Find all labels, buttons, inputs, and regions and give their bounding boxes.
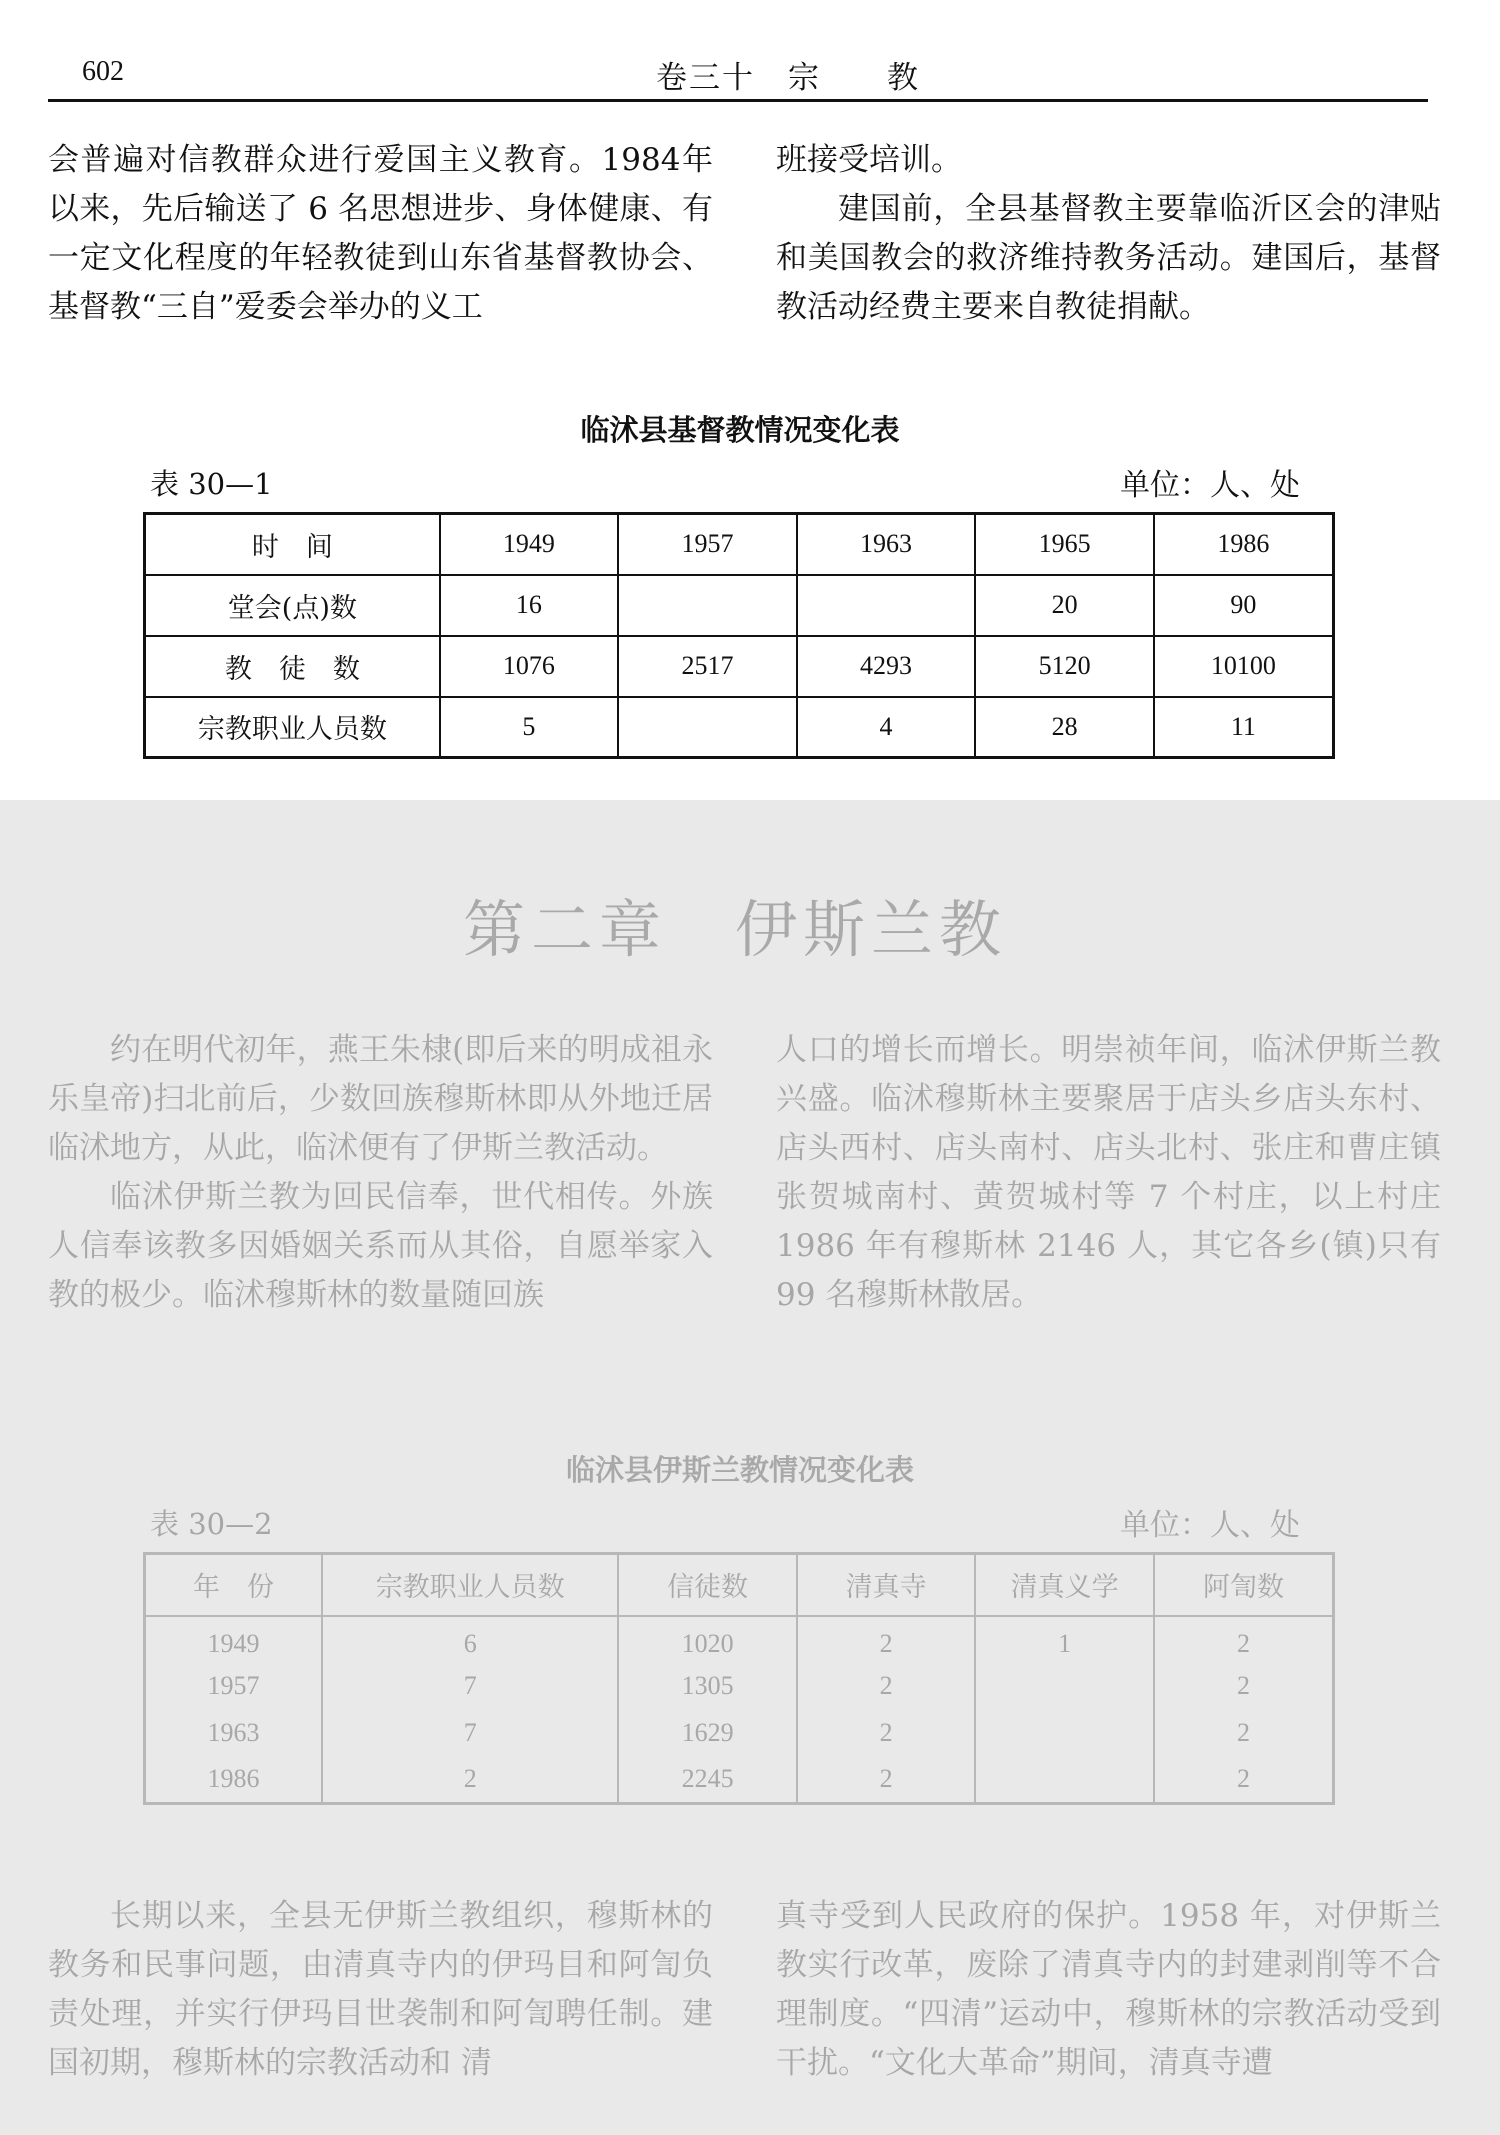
table-cell: 4 <box>797 697 976 758</box>
christianity-table <box>143 512 1335 759</box>
table-row <box>145 636 1334 697</box>
top-left-column <box>48 136 713 332</box>
table-cell: 年 份 <box>145 1554 323 1616</box>
table-cell: 1957 <box>145 1663 323 1710</box>
table-cell: 5120 <box>975 636 1154 697</box>
table-cell: 2 <box>1154 1710 1334 1757</box>
table-cell: 时 间 <box>145 514 440 575</box>
table-cell: 11 <box>1154 697 1334 758</box>
paragraph: 人口的增长而增长。明崇祯年间，临沭伊斯兰教兴盛。临沭穆斯林主要聚居于店头乡店头东村、店头西村、店头南村、店头北村、张庄和曹庄镇张贺城南村、黄贺城村等 7 个村庄，以上村庄 1986 年有穆斯林 2146 人，其它各乡(镇)只有 99 名穆斯林散居。 <box>776 1032 1441 1313</box>
bottom-right-column <box>776 1892 1441 2088</box>
table-cell: 2 <box>322 1757 618 1804</box>
table-cell: 1965 <box>975 514 1154 575</box>
islam-right-column <box>776 1026 1441 1320</box>
table-cell: 10100 <box>1154 636 1334 697</box>
table-row <box>145 1663 1334 1710</box>
table-cell: 2 <box>797 1663 976 1710</box>
table-cell: 4293 <box>797 636 976 697</box>
table-cell: 2 <box>1154 1757 1334 1804</box>
table-cell: 2 <box>797 1757 976 1804</box>
table-cell: 1020 <box>618 1616 797 1663</box>
table1-unit: 单位：人、处 <box>1120 468 1300 503</box>
table-cell: 宗教职业人员数 <box>322 1554 618 1616</box>
table-cell: 2 <box>797 1616 976 1663</box>
table-cell: 28 <box>975 697 1154 758</box>
table-cell: 阿訇数 <box>1154 1554 1334 1616</box>
running-title: 卷三十 宗 教 <box>656 60 920 96</box>
table-cell <box>975 1710 1154 1757</box>
table-row <box>145 1710 1334 1757</box>
table-cell: 1949 <box>440 514 619 575</box>
table1-number: 表 30—1 <box>150 467 273 501</box>
bottom-left-column <box>48 1892 713 2088</box>
table-cell: 1629 <box>618 1710 797 1757</box>
paragraph: 约在明代初年，燕王朱棣(即后来的明成祖永乐皇帝)扫北前后，少数回族穆斯林即从外地迁居临沭地方，从此，临沭便有了伊斯兰教活动。 <box>48 1032 713 1166</box>
paragraph: 临沭伊斯兰教为回民信奉，世代相传。外族人信奉该教多因婚姻关系而从其俗，自愿举家入教的极少。临沭穆斯林的数量随回族 <box>48 1179 713 1313</box>
top-right-column <box>776 136 1441 332</box>
table-cell <box>797 575 976 636</box>
table-row <box>145 575 1334 636</box>
paragraph: 建国前，全县基督教主要靠临沂区会的津贴和美国教会的救济维持教务活动。建国后，基督教活动经费主要来自教徒捐献。 <box>776 191 1441 325</box>
table-cell: 堂会(点)数 <box>145 575 440 636</box>
paragraph: 班接受培训。 <box>776 142 962 178</box>
islam-table <box>143 1552 1335 1805</box>
table-cell: 5 <box>440 697 619 758</box>
table-cell <box>618 697 797 758</box>
table-cell: 6 <box>322 1616 618 1663</box>
table-cell: 宗教职业人员数 <box>145 697 440 758</box>
table-row <box>145 1757 1334 1804</box>
table-cell: 2 <box>1154 1616 1334 1663</box>
table-cell: 1305 <box>618 1663 797 1710</box>
table2-number: 表 30—2 <box>150 1507 273 1541</box>
table-cell: 1963 <box>797 514 976 575</box>
table-cell: 2 <box>797 1710 976 1757</box>
table-cell: 1949 <box>145 1616 323 1663</box>
table-cell <box>975 1663 1154 1710</box>
page-header <box>48 52 1428 102</box>
paragraph: 长期以来，全县无伊斯兰教组织，穆斯林的教务和民事问题，由清真寺内的伊玛目和阿訇负责处理，并实行伊玛目世袭制和阿訇聘任制。建国初期，穆斯林的宗教活动和 清 <box>48 1898 713 2081</box>
islam-left-column <box>48 1026 713 1320</box>
table-cell: 1076 <box>440 636 619 697</box>
table-cell: 1963 <box>145 1710 323 1757</box>
chapter-title: 第二章 伊斯兰教 <box>462 893 1007 966</box>
table-row <box>145 697 1334 758</box>
table-cell: 清真寺 <box>797 1554 976 1616</box>
table-cell: 20 <box>975 575 1154 636</box>
table-cell: 1957 <box>618 514 797 575</box>
table-cell: 90 <box>1154 575 1334 636</box>
page-number: 602 <box>82 56 124 87</box>
paragraph: 真寺受到人民政府的保护。1958 年，对伊斯兰教实行改革，废除了清真寺内的封建剥削等不合理制度。“四清”运动中，穆斯林的宗教活动受到干扰。“文化大革命”期间，清真寺遭 <box>776 1898 1441 2081</box>
table-cell: 2517 <box>618 636 797 697</box>
table-header-row <box>145 514 1334 575</box>
table-header-row <box>145 1554 1334 1616</box>
paragraph: 会普遍对信教群众进行爱国主义教育。1984年以来，先后输送了 6 名思想进步、身体健康、有一定文化程度的年轻教徒到山东省基督教协会、基督教“三自”爱委会举办的义工 <box>48 142 713 325</box>
table-cell: 7 <box>322 1710 618 1757</box>
table-cell: 2 <box>1154 1663 1334 1710</box>
table-cell: 信徒数 <box>618 1554 797 1616</box>
table2-unit: 单位：人、处 <box>1120 1508 1300 1543</box>
faded-section <box>0 800 1500 2135</box>
table-cell: 2245 <box>618 1757 797 1804</box>
table-row <box>145 1616 1334 1663</box>
table-cell: 清真义学 <box>975 1554 1154 1616</box>
table-cell: 1986 <box>1154 514 1334 575</box>
table1-title: 临沭县基督教情况变化表 <box>580 413 900 447</box>
table-cell: 16 <box>440 575 619 636</box>
table2-title: 临沭县伊斯兰教情况变化表 <box>565 1453 914 1487</box>
table-cell: 7 <box>322 1663 618 1710</box>
table-cell <box>618 575 797 636</box>
table-cell: 教 徒 数 <box>145 636 440 697</box>
table-cell: 1 <box>975 1616 1154 1663</box>
table-cell <box>975 1757 1154 1804</box>
table-cell: 1986 <box>145 1757 323 1804</box>
